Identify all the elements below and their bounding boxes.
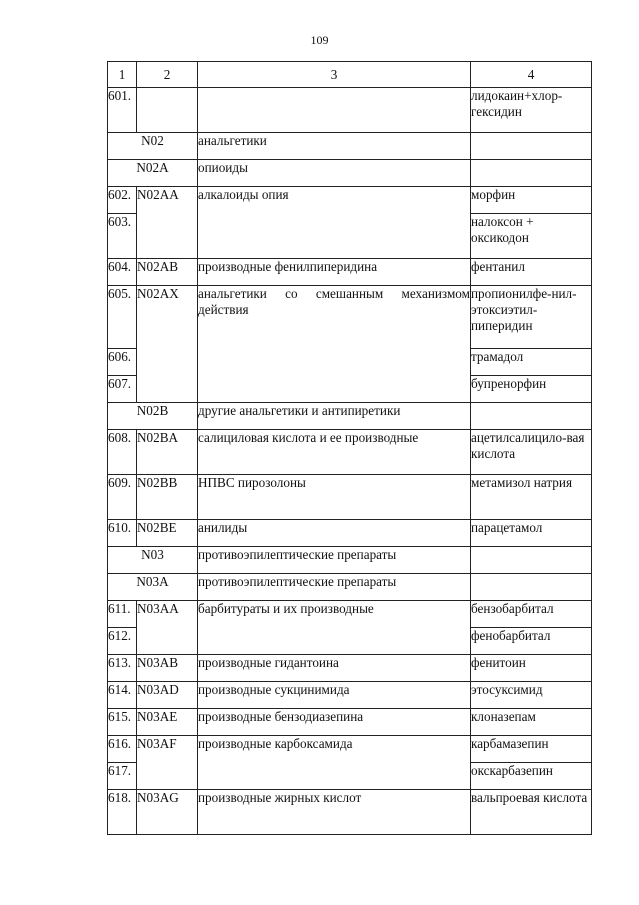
group-code: N02B	[108, 403, 198, 430]
atc-code: N02BB	[137, 475, 198, 520]
drug-cell	[471, 403, 592, 430]
description: анальгетики со смешанным механизмом действия	[198, 286, 471, 403]
row-number: 603.	[108, 214, 137, 259]
atc-code: N03AD	[137, 682, 198, 709]
drug-cell	[471, 547, 592, 574]
description-cell	[198, 88, 471, 133]
table-row	[108, 187, 592, 214]
atc-code: N03AB	[137, 655, 198, 682]
table-row	[108, 736, 592, 763]
row-number: 613.	[108, 655, 137, 682]
group-row	[108, 160, 592, 187]
row-number: 614.	[108, 682, 137, 709]
row-number: 601.	[108, 88, 137, 133]
table-row	[108, 430, 592, 475]
description: производные жирных кислот	[198, 790, 471, 835]
group-description: опиоиды	[198, 160, 471, 187]
atc-code: N02AA	[137, 187, 198, 259]
table-row	[108, 520, 592, 547]
table-row	[108, 601, 592, 628]
description: анилиды	[198, 520, 471, 547]
row-number: 608.	[108, 430, 137, 475]
description: производные карбоксамида	[198, 736, 471, 790]
description: производные фенилпиперидина	[198, 259, 471, 286]
drug-name: этосуксимид	[471, 682, 592, 709]
table-row	[108, 682, 592, 709]
group-code: N02A	[108, 160, 198, 187]
table-row	[108, 655, 592, 682]
atc-code: N02BE	[137, 520, 198, 547]
drug-name: фентанил	[471, 259, 592, 286]
group-row	[108, 403, 592, 430]
drug-name: окскарбазепин	[471, 763, 592, 790]
drug-name: лидокаин+хлор-гексидин	[471, 88, 592, 133]
atc-code: N02BA	[137, 430, 198, 475]
drug-name: фенобарбитал	[471, 628, 592, 655]
drug-cell	[471, 133, 592, 160]
table-row	[108, 259, 592, 286]
drug-name: фенитоин	[471, 655, 592, 682]
drug-name: бупренорфин	[471, 376, 592, 403]
page-number: 109	[310, 33, 329, 47]
drug-name: метамизол натрия	[471, 475, 592, 520]
description: производные гидантоина	[198, 655, 471, 682]
table-header-row	[108, 62, 592, 88]
row-number: 618.	[108, 790, 137, 835]
column-header: 3	[198, 62, 471, 88]
description: барбитураты и их производные	[198, 601, 471, 655]
group-description: другие анальгетики и антипиретики	[198, 403, 471, 430]
drug-name: парацетамол	[471, 520, 592, 547]
drug-name: клоназепам	[471, 709, 592, 736]
atc-code: N03AE	[137, 709, 198, 736]
column-header: 1	[108, 62, 137, 88]
drug-name: пропионилфе-нил-этоксиэтил-пиперидин	[471, 286, 592, 349]
row-number: 605.	[108, 286, 137, 349]
row-number: 604.	[108, 259, 137, 286]
group-code: N03A	[108, 574, 198, 601]
description: салициловая кислота и ее производные	[198, 430, 471, 475]
drug-name: морфин	[471, 187, 592, 214]
description: НПВС пирозолоны	[198, 475, 471, 520]
row-number: 606.	[108, 349, 137, 376]
group-code: N03	[108, 547, 198, 574]
row-number: 610.	[108, 520, 137, 547]
group-row	[108, 574, 592, 601]
group-description: противоэпилептические препараты	[198, 574, 471, 601]
drug-cell	[471, 574, 592, 601]
table-row	[108, 790, 592, 835]
table-row	[108, 88, 592, 133]
column-header: 2	[137, 62, 198, 88]
atc-code: N03AA	[137, 601, 198, 655]
group-code: N02	[108, 133, 198, 160]
row-number: 611.	[108, 601, 137, 628]
drug-registry-table	[107, 61, 592, 835]
column-header: 4	[471, 62, 592, 88]
description: производные сукцинимида	[198, 682, 471, 709]
atc-code: N03AF	[137, 736, 198, 790]
drug-name: трамадол	[471, 349, 592, 376]
atc-code: N02AX	[137, 286, 198, 403]
row-number: 609.	[108, 475, 137, 520]
row-number: 617.	[108, 763, 137, 790]
group-description: противоэпилептические препараты	[198, 547, 471, 574]
drug-name: карбамазепин	[471, 736, 592, 763]
atc-code-cell	[137, 88, 198, 133]
row-number: 615.	[108, 709, 137, 736]
drug-name: бензобарбитал	[471, 601, 592, 628]
group-row	[108, 133, 592, 160]
table-row	[108, 475, 592, 520]
drug-name: налоксон + оксикодон	[471, 214, 592, 259]
atc-code: N02AB	[137, 259, 198, 286]
table-row	[108, 286, 592, 349]
drug-name: вальпроевая кислота	[471, 790, 592, 835]
group-row	[108, 547, 592, 574]
group-description: анальгетики	[198, 133, 471, 160]
row-number: 602.	[108, 187, 137, 214]
table-row	[108, 709, 592, 736]
atc-code: N03AG	[137, 790, 198, 835]
row-number: 612.	[108, 628, 137, 655]
description: алкалоиды опия	[198, 187, 471, 259]
row-number: 607.	[108, 376, 137, 403]
description: производные бензодиазепина	[198, 709, 471, 736]
drug-cell	[471, 160, 592, 187]
row-number: 616.	[108, 736, 137, 763]
drug-name: ацетилсалицило-вая кислота	[471, 430, 592, 475]
